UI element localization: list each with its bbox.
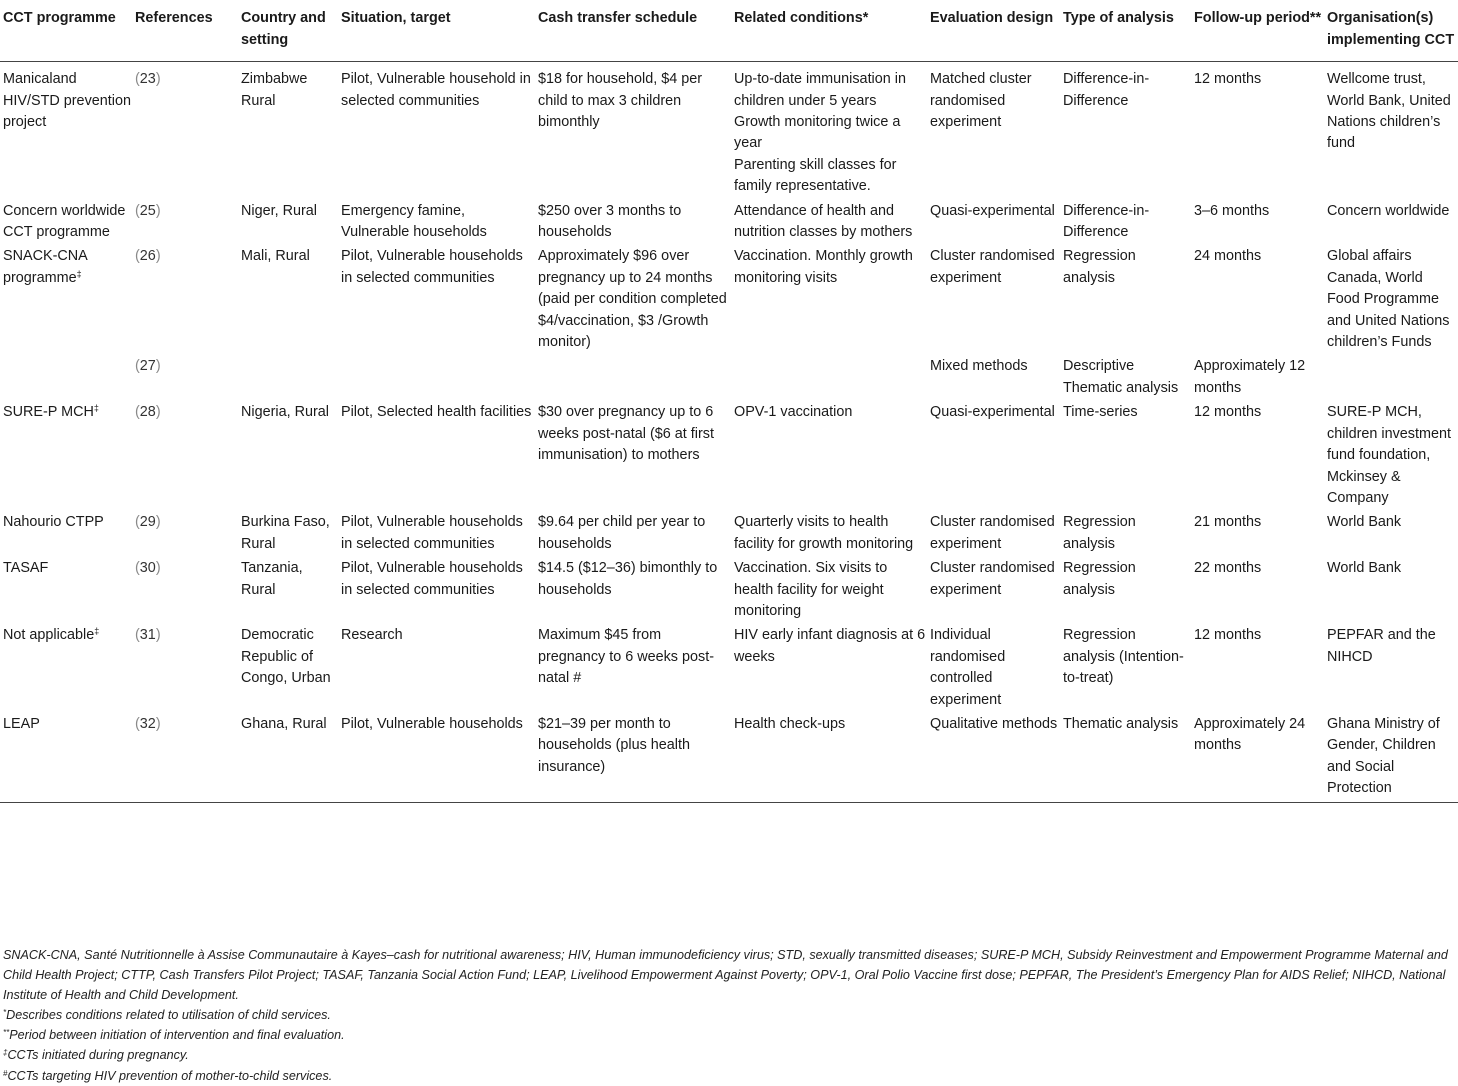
programme-name: SNACK-CNA programme <box>3 248 87 286</box>
country-cell: Zimbabwe Rural <box>241 71 308 109</box>
programme-cell <box>0 246 132 356</box>
organisation-cell: Ghana Ministry of Gender, Children and Social Protection <box>1324 714 1458 802</box>
conditions-cell <box>731 558 927 625</box>
programme-name: Not applicable <box>3 627 95 644</box>
table-header <box>0 0 1458 62</box>
analysis-cell: Difference-in-Difference <box>1063 202 1150 241</box>
programme-cell <box>0 402 132 512</box>
programme-name: SURE-P MCH <box>3 404 94 421</box>
footnote-list <box>3 1005 1455 1085</box>
analysis-cell: Regression analysis <box>1063 514 1136 552</box>
followup-cell: 12 months <box>1194 404 1262 421</box>
followup-cell: Approximately 12 months <box>1194 358 1306 396</box>
organisation-cell: Global affairs Canada, World Food Programme and United Nations children’s Funds <box>1327 248 1450 351</box>
organisation-cell: World Bank <box>1327 514 1402 531</box>
footnote-mark: ‡ <box>3 1048 8 1058</box>
column-header: Situation, target <box>338 0 535 62</box>
footnote-text: CCTs targeting HIV prevention of mother-to-child services. <box>7 1068 333 1083</box>
followup-cell: 12 months <box>1194 627 1262 644</box>
reference-cell: (29) <box>135 514 161 531</box>
design-cell: Matched cluster randomised experiment <box>930 71 1032 130</box>
design-cell: Individual randomised controlled experiment <box>930 627 1006 708</box>
table-footnotes <box>3 945 1455 1086</box>
condition-line: OPV-1 vaccination <box>734 404 853 421</box>
column-header: Country and setting <box>238 0 338 62</box>
conditions-cell <box>731 714 927 802</box>
design-cell: Qualitative methods <box>927 714 1060 802</box>
column-header: Organisation(s) implementing CCT <box>1324 0 1458 62</box>
column-header: References <box>132 0 238 62</box>
situation-cell: Pilot, Vulnerable household in selected communities <box>341 71 531 109</box>
organisation-cell: Concern worldwide <box>1327 202 1450 219</box>
reference-cell: (26) <box>135 248 161 265</box>
programme-cell <box>0 558 132 625</box>
table-row <box>0 246 1458 356</box>
followup-cell: 24 months <box>1194 248 1262 265</box>
programme-cell <box>0 512 132 558</box>
reference-number: 31 <box>139 627 156 644</box>
analysis-cell: Thematic analysis <box>1060 714 1191 802</box>
table-row <box>0 62 1458 201</box>
condition-line: HIV early infant diagnosis at 6 weeks <box>734 627 926 665</box>
organisation-cell: SURE-P MCH, children investment fund foundation, Mckinsey & Company <box>1327 404 1451 506</box>
programme-cell <box>0 714 132 802</box>
schedule-cell <box>535 356 731 402</box>
column-header: Related conditions* <box>731 0 927 62</box>
followup-cell: 3–6 months <box>1194 202 1270 219</box>
organisation-cell: World Bank <box>1327 560 1402 577</box>
reference-cell: (23) <box>135 71 161 88</box>
programme-cell <box>0 625 132 714</box>
country-cell <box>238 356 338 402</box>
conditions-cell <box>731 356 927 402</box>
programme-name: TASAF <box>3 560 49 577</box>
conditions-cell <box>731 625 927 714</box>
footnote-text: CCTs initiated during pregnancy. <box>7 1048 189 1063</box>
condition-line: Attendance of health and nutrition classes by mothers <box>734 202 913 241</box>
schedule-cell: Approximately $96 over pregnancy up to 24 months (paid per condition completed $4/vaccination, $3 /Growth monitor) <box>538 248 727 351</box>
schedule-cell: $14.5 ($12–36) bimonthly to households <box>538 560 718 598</box>
footnote <box>3 1005 1455 1025</box>
design-cell: Cluster randomised experiment <box>930 560 1055 598</box>
table-row <box>0 558 1458 625</box>
design-cell: Cluster randomised experiment <box>930 248 1055 286</box>
conditions-cell <box>731 201 927 247</box>
situation-cell: Pilot, Selected health facilities <box>341 404 532 421</box>
organisation-cell: Wellcome trust, World Bank, United Nations children’s fund <box>1327 71 1451 152</box>
schedule-cell: $30 over pregnancy up to 6 weeks post-natal ($6 at first immunisation) to mothers <box>538 404 714 464</box>
reference-number: 23 <box>139 71 156 88</box>
programme-name: Nahourio CTPP <box>3 514 104 531</box>
programme-cell <box>0 356 132 402</box>
design-cell: Quasi-experimental <box>930 404 1055 421</box>
schedule-cell: $9.64 per child per year to households <box>538 514 706 552</box>
footnote-mark: * <box>3 1008 7 1018</box>
analysis-cell: Descriptive Thematic analysis <box>1063 358 1179 396</box>
column-header: Type of analysis <box>1060 0 1191 62</box>
conditions-cell <box>731 246 927 356</box>
situation-cell: Pilot, Vulnerable households in selected communities <box>341 560 523 598</box>
organisation-cell <box>1324 356 1458 402</box>
programme-name: Manicaland HIV/STD prevention project <box>3 71 131 130</box>
country-cell: Democratic Republic of Congo, Urban <box>241 627 331 687</box>
analysis-cell: Regression analysis <box>1063 560 1136 598</box>
reference-number: 28 <box>139 404 156 421</box>
country-cell: Tanzania, Rural <box>241 560 303 598</box>
situation-cell <box>338 356 535 402</box>
footnote-mark: # <box>3 1068 8 1078</box>
condition-line: Up-to-date immunisation in children under 5 years <box>734 71 906 109</box>
design-cell: Cluster randomised experiment <box>930 514 1055 552</box>
table-row <box>0 402 1458 512</box>
column-header: Cash transfer schedule <box>535 0 731 62</box>
table-row <box>0 201 1458 247</box>
header-row <box>0 0 1458 62</box>
column-header: Evaluation design <box>927 0 1060 62</box>
footnote-mark: ‡ <box>93 403 99 414</box>
schedule-cell: Maximum $45 from pregnancy to 6 weeks post-natal # <box>538 627 714 687</box>
schedule-cell: $250 over 3 months to households <box>538 202 682 241</box>
footnote-mark: ** <box>3 1028 10 1038</box>
reference-number: 25 <box>139 202 156 219</box>
reference-cell: (28) <box>135 404 161 421</box>
followup-cell: 12 months <box>1194 71 1262 88</box>
footnote-abbreviations: SNACK-CNA, Santé Nutritionnelle à Assise Communautaire à Kayes–cash for nutritional awareness; HIV, Human immunodeficiency virus; STD, sexually transmitted diseases; SURE-P MCH, Subsidy Reinvestment and Empowerment Programme Maternal and Child Health Project; CTTP, Cash Transfers Pilot Project; TASAF, Tanzania Social Action Fund; LEAP, Livelihood Empowerment Against Poverty; OPV-1, Oral Polio Vaccine first dose; PEPFAR, The President’s Emergency Plan for AIDS Relief; NIHCD, National Institute of Health and Child Development. <box>3 948 1448 1003</box>
condition-line: Vaccination. Six visits to health facility for weight monitoring <box>734 560 888 619</box>
condition-line: Growth monitoring twice a year <box>734 114 901 152</box>
footnote <box>3 1025 1455 1045</box>
analysis-cell: Time-series <box>1063 404 1138 421</box>
condition-line: Quarterly visits to health facility for growth monitoring <box>734 514 914 552</box>
country-cell: Niger, Rural <box>241 202 317 219</box>
reference-number: 26 <box>139 248 156 265</box>
reference-cell: (27) <box>135 358 161 375</box>
situation-cell: Pilot, Vulnerable households in selected communities <box>341 248 523 286</box>
footnote-text: Period between initiation of intervention and final evaluation. <box>9 1028 345 1043</box>
country-cell: Nigeria, Rural <box>241 404 329 421</box>
analysis-cell: Regression analysis (Intention-to-treat) <box>1063 627 1184 687</box>
reference-cell: (25) <box>135 202 161 219</box>
table-body <box>0 62 1458 802</box>
followup-cell: 21 months <box>1194 514 1262 531</box>
table-row <box>0 714 1458 802</box>
programme-cell <box>0 201 132 247</box>
table-row <box>0 512 1458 558</box>
country-cell: Mali, Rural <box>241 248 310 265</box>
condition-line: Vaccination. Monthly growth monitoring visits <box>734 248 913 286</box>
programme-name: LEAP <box>3 715 40 732</box>
situation-cell: Pilot, Vulnerable households in selected communities <box>341 514 523 552</box>
condition-line: Parenting skill classes for family representative. <box>734 156 897 195</box>
reference-cell: (32) <box>132 714 238 802</box>
programme-name: Concern worldwide CCT programme <box>3 202 126 241</box>
conditions-cell <box>731 512 927 558</box>
analysis-cell: Difference-in-Difference <box>1063 71 1150 109</box>
reference-cell: (30) <box>135 560 161 577</box>
situation-cell: Research <box>341 627 403 644</box>
conditions-cell <box>731 402 927 512</box>
country-cell: Burkina Faso, Rural <box>241 514 330 552</box>
conditions-cell <box>731 62 927 201</box>
reference-cell: (31) <box>135 627 161 644</box>
schedule-cell: $21–39 per month to households (plus health insurance) <box>535 714 731 802</box>
programme-cell <box>0 62 132 201</box>
followup-cell: 22 months <box>1194 560 1262 577</box>
footnote <box>3 1066 1455 1086</box>
condition-line: Health check-ups <box>734 715 846 732</box>
design-cell: Quasi-experimental <box>930 202 1055 219</box>
footnote-mark: ‡ <box>94 626 100 637</box>
column-header: Follow-up period** <box>1191 0 1324 62</box>
reference-number: 30 <box>139 560 156 577</box>
design-cell: Mixed methods <box>930 358 1028 375</box>
situation-cell: Pilot, Vulnerable households <box>338 714 535 802</box>
table-row <box>0 625 1458 714</box>
country-cell: Ghana, Rural <box>238 714 338 802</box>
schedule-cell: $18 for household, $4 per child to max 3 children bimonthly <box>538 71 703 130</box>
reference-number: 29 <box>139 514 156 531</box>
footnote-text: Describes conditions related to utilisation of child services. <box>6 1008 331 1023</box>
footnote <box>3 1045 1455 1065</box>
organisation-cell: PEPFAR and the NIHCD <box>1327 627 1436 665</box>
situation-cell: Emergency famine, Vulnerable households <box>341 202 487 241</box>
footnote-mark: ‡ <box>76 268 82 279</box>
column-header: CCT programme <box>0 0 132 62</box>
reference-number: 32 <box>139 715 156 732</box>
reference-number: 27 <box>139 358 156 375</box>
table-row <box>0 356 1458 402</box>
analysis-cell: Regression analysis <box>1063 248 1136 286</box>
followup-cell: Approximately 24 months <box>1191 714 1324 802</box>
